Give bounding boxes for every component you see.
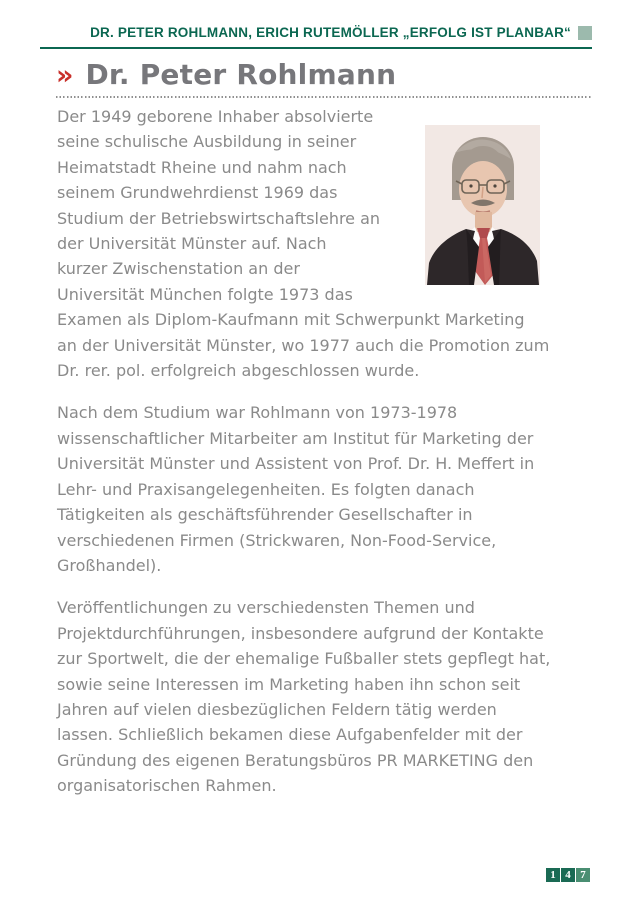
text-line: seinem Grundwehrdienst 1969 das [57, 183, 338, 203]
text-line: der Universität Münster auf. Nach [57, 234, 327, 254]
text-line: an der Universität Münster, wo 1977 auch die Promotion zum [57, 335, 550, 355]
text-line: zur Sportwelt, die der ehemalige Fußballer stets gepflegt hat, [57, 649, 551, 669]
header-accent-square-icon [578, 26, 592, 40]
text-line: kurzer Zwischenstation an der [57, 259, 300, 279]
chapter-heading [56, 58, 592, 92]
text-line: Universität München folgte 1973 das [57, 284, 353, 304]
text-line: Lehr- und Praxisangelegenheiten. Es folgten danach [57, 479, 475, 499]
text-line: Der 1949 geborene Inhaber absolvierte [57, 107, 374, 126]
text-line: sowie seine Interessen im Marketing haben ihn schon seit [57, 674, 521, 694]
page-number-box: 4 [561, 868, 575, 882]
page-number-box: 1 [546, 868, 560, 882]
running-header-title: DR. PETER ROHLMANN, ERICH RUTEMÖLLER „ERFOLG IST PLANBAR“ [90, 25, 571, 40]
header-rule [40, 47, 592, 49]
page-title: Dr. Peter Rohlmann [85, 58, 397, 91]
text-line: Heimatstadt Rheine und nahm nach [57, 157, 347, 177]
text-line: Tätigkeiten als geschäftsführender Gesellschafter in [57, 505, 473, 525]
paragraph-3 [57, 595, 602, 798]
text-line: Examen als Diplom-Kaufmann mit Schwerpunkt Marketing [57, 310, 525, 330]
body-text [57, 104, 602, 816]
text-line: Studium der Betriebswirtschaftslehre an [57, 208, 381, 228]
text-line: Veröffentlichungen zu verschiedensten Themen und [57, 598, 475, 618]
text-line: Universität Münster und Assistent von Prof. Dr. H. Meffert in [57, 454, 535, 474]
text-line: Jahren auf vielen diesbezüglichen Feldern tätig werden [57, 699, 497, 719]
paragraph-2 [57, 400, 602, 578]
heading-dotted-rule [56, 96, 592, 98]
text-line: wissenschaftlicher Mitarbeiter am Institut für Marketing der [57, 428, 534, 448]
double-chevron-icon: » [56, 60, 74, 91]
running-header [40, 25, 592, 40]
text-line: lassen. Schließlich bekamen diese Aufgabenfelder mit der [57, 725, 523, 745]
text-line: Projektdurchführungen, insbesondere aufgrund der Kontakte [57, 623, 544, 643]
text-line: Nach dem Studium war Rohlmann von 1973-1978 [57, 403, 458, 423]
page-number-box: 7 [576, 868, 590, 882]
text-line: Gründung des eigenen Beratungsbüros PR MARKETING den [57, 750, 534, 770]
text-line: Großhandel). [57, 555, 162, 575]
page-number [546, 868, 590, 882]
text-line: verschiedenen Firmen (Strickwaren, Non-Food-Service, [57, 530, 497, 550]
paragraph-1 [57, 104, 602, 383]
text-line: organisatorischen Rahmen. [57, 776, 277, 796]
text-line: Dr. rer. pol. erfolgreich abgeschlossen wurde. [57, 361, 420, 381]
text-line: seine schulische Ausbildung in seiner [57, 132, 357, 152]
